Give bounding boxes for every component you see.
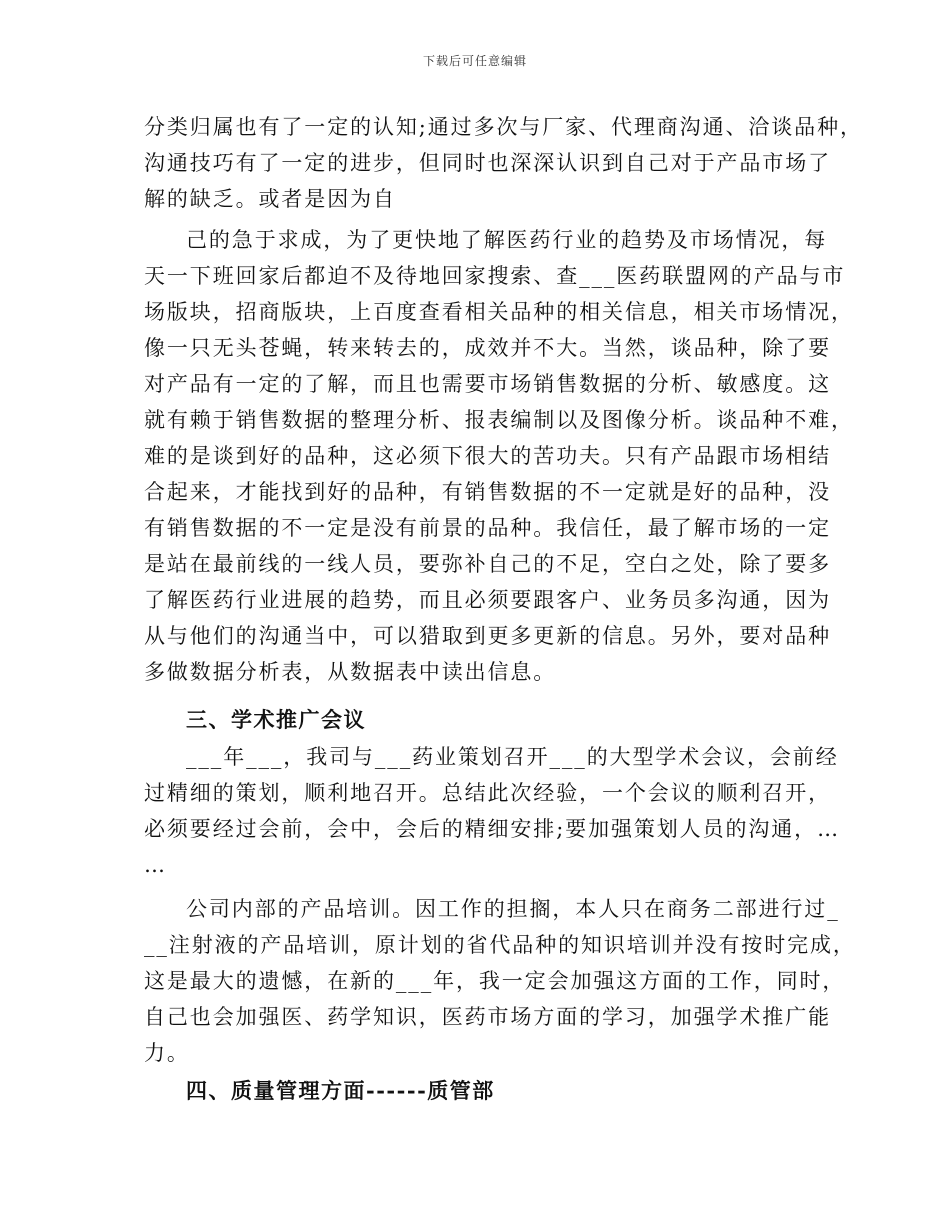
paragraph-line: 分类归属也有了一定的认知;通过多次与厂家、代理商沟通、洽谈品种， bbox=[144, 115, 863, 139]
paragraph-line: 沟通技巧有了一定的进步，但同时也深深认识到自己对于产品市场了 bbox=[144, 151, 831, 175]
paragraph-line: 就有赖于销售数据的整理分析、报表编制以及图像分析。谈品种不难， bbox=[144, 408, 854, 432]
paragraph-line: 自己也会加强医、药学知识，医药市场方面的学习，加强学术推广能 bbox=[144, 1005, 831, 1029]
paragraph-line: 从与他们的沟通当中，可以猎取到更多更新的信息。另外，要对品种 bbox=[144, 624, 831, 648]
section-heading: 三、学术推广会议 bbox=[186, 707, 366, 732]
paragraph-line: 天一下班回家后都迫不及待地回家搜索、查___医药联盟网的产品与市 bbox=[144, 264, 846, 288]
paragraph-line: __注射液的产品培训，原计划的省代品种的知识培训并没有按时完成， bbox=[144, 933, 856, 957]
paragraph-line: 这是最大的遗憾，在新的___年，我一定会加强这方面的工作，同时， bbox=[144, 969, 846, 993]
paragraph-line: 是站在最前线的一线人员，要弥补自己的不足，空白之处，除了要多 bbox=[144, 552, 831, 576]
paragraph-line: 场版块，招商版块，上百度查看相关品种的相关信息，相关市场情况， bbox=[144, 300, 854, 324]
paragraph-line: 力。 bbox=[144, 1041, 190, 1065]
paragraph-line: … bbox=[144, 853, 167, 877]
paragraph-line: 对产品有一定的了解，而且也需要市场销售数据的分析、敏感度。这 bbox=[144, 372, 831, 396]
page-header: 下载后可任意编辑 bbox=[422, 54, 527, 68]
section-heading: 四、质量管理方面------质管部 bbox=[186, 1078, 495, 1103]
paragraph-line: 像一只无头苍蝇，转来转去的，成效并不大。当然，谈品种，除了要 bbox=[144, 336, 831, 360]
paragraph-line: 了解医药行业进展的趋势，而且必须要跟客户、业务员多沟通，因为 bbox=[144, 588, 831, 612]
paragraph-line: 合起来，才能找到好的品种，有销售数据的不一定就是好的品种，没 bbox=[144, 480, 831, 504]
paragraph-line: 必须要经过会前，会中，会后的精细安排;要加强策划人员的沟通，… bbox=[144, 817, 840, 841]
paragraph-line: ___年___，我司与___药业策划召开___的大型学术会议，会前经 bbox=[186, 745, 839, 769]
paragraph-line: 有销售数据的不一定是没有前景的品种。我信任，最了解市场的一定 bbox=[144, 516, 831, 540]
paragraph-line: 己的急于求成，为了更快地了解医药行业的趋势及市场情况，每 bbox=[186, 228, 828, 252]
paragraph-line: 多做数据分析表，从数据表中读出信息。 bbox=[144, 660, 557, 684]
paragraph-line: 过精细的策划，顺利地召开。总结此次经验，一个会议的顺利召开， bbox=[144, 781, 831, 805]
paragraph-line: 解的缺乏。或者是因为自 bbox=[144, 187, 396, 211]
paragraph-line: 难的是谈到好的品种，这必须下很大的苦功夫。只有产品跟市场相结 bbox=[144, 444, 831, 468]
paragraph-line: 公司内部的产品培训。因工作的担搁，本人只在商务二部进行过_ bbox=[186, 897, 840, 921]
